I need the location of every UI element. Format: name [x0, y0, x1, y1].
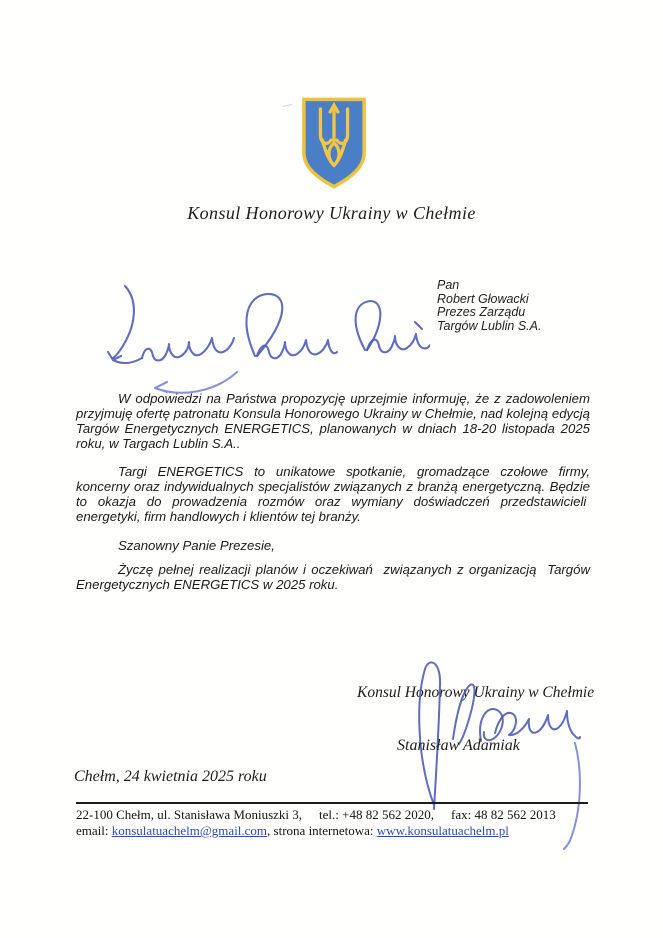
- body-paragraph: Szanowny Panie Prezesie,: [118, 538, 275, 553]
- signer-name: Stanisław Adamiak: [397, 737, 520, 754]
- body-paragraph: W odpowiedzi na Państwa propozycję uprzejmie informuję, że z zadowoleniem przyjmuję ofertę patronatu Konsula Honorowego Ukrainy w Chełmie, nad kolejną edycją Targów Energetycznych ENERGETICS, planowanych w dniach 18-20 listopada 2025 roku, w Targach Lublin S.A..: [76, 391, 590, 451]
- recipient-block: [437, 279, 541, 333]
- footer-email-label: email:: [76, 823, 109, 838]
- recipient-line: Pan: [437, 278, 460, 292]
- footer-divider: [76, 802, 588, 804]
- email-link[interactable]: konsulatuachelm@gmail.com: [111, 823, 268, 838]
- footer-tel: tel.: +48 82 562 2020,: [319, 807, 434, 822]
- body-paragraph: Życzę pełnej realizacji planów i oczekiwań związanych z organizacją Targów Energetycznych ENERGETICS w 2025 roku.: [76, 562, 590, 592]
- ukraine-trident-icon: [301, 96, 367, 192]
- recipient-line: Robert Głowacki: [437, 291, 529, 306]
- website-link[interactable]: www.konsulatuachelm.pl: [376, 823, 509, 838]
- footer-address: 22-100 Chełm, ul. Stanisława Moniuszki 3,: [76, 807, 303, 822]
- body-paragraph: Targi ENERGETICS to unikatowe spotkanie, gromadzące czołowe firmy, koncerny oraz indywidualnych specjalistów związanych z branżą energetyczną. Będzie to okazja do prowadzenia rozmów oraz wymiany doświadczeń przedstawicieli energetyki, firm handlowych i klientów tej branży.: [76, 464, 590, 524]
- recipient-line: Prezes Zarządu: [437, 305, 526, 320]
- footer-web-line: [76, 823, 509, 839]
- footer-between-text: , strona internetowa:: [267, 823, 374, 838]
- scan-artifact: [283, 104, 292, 107]
- signer-title: Konsul Honorowy Ukrainy w Chełmie: [357, 684, 595, 701]
- handwritten-salutation: [85, 272, 430, 397]
- recipient-line: Targów Lublin S.A.: [437, 318, 542, 333]
- dateline: Chełm, 24 kwietnia 2025 roku: [74, 768, 267, 785]
- footer-contact-line: [76, 807, 588, 823]
- letter-body: [76, 391, 590, 592]
- footer-fax: fax: 48 82 562 2013: [450, 807, 556, 822]
- letterhead-title: Konsul Honorowy Ukrainy w Chełmie: [187, 203, 476, 223]
